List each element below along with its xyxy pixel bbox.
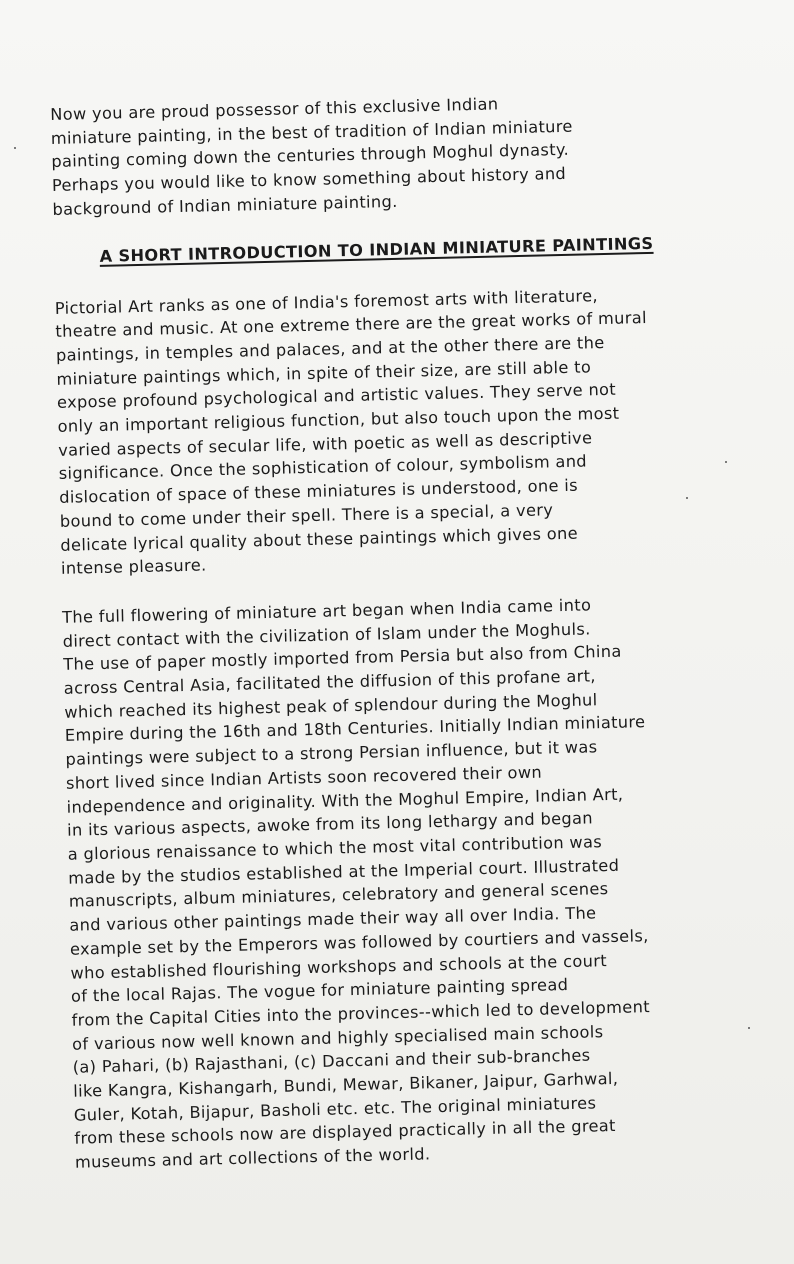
scan-speck — [14, 147, 16, 149]
document-body — [50, 86, 780, 1174]
section-heading: A SHORT INTRODUCTION TO INDIAN MINIATURE PAINTINGS — [99, 233, 654, 266]
paragraph-pictorial-art: Pictorial Art ranks as one of India's foremost arts with literature, theatre and music. At one extreme there are the great works of mural paintings, in temples and palaces, and at the other there are the miniature paintings which, in spite of their size, are still able to expose profound psychological and artistic values. They serve not only an important religious function, but also touch upon the most varied aspects of secular life, with poetic as well as descriptive significance. Once the sophistication of colour, symbolism and dislocation of space of these miniatures is understood, one is bound to come under their spell. There is a special, a very delicate lyrical quality about these paintings which gives one intense pleasure. — [54, 285, 648, 579]
paragraph-flowering: The full flowering of miniature art began when India came into direct contact with the civilization of Islam under the Moghuls. The use of paper mostly imported from Persia but also from China across Central Asia, facilitated the diffusion of this profane art, which reached its highest peak of splendour during the Moghul Empire during the 16th and 18th Centuries. Initially Indian miniature paintings were subject to a strong Persian influence, but it was short lived since Indian Artists soon recovered their own independence and originality. With the Moghul Empire, Indian Art, in its various aspects, awoke from its long lethargy and began a glorious renaissance to which the most vital contribution was made by the studios established at the Imperial court. Illustrated manuscripts, album miniatures, celebratory and general scenes and various other paintings made their way all over India. The example set by the Emperors was followed by courtiers and vassels, who established flourishing workshops and schools at the court of the local Rajas. The vogue for miniature painting spread from the Capital Cities into the provinces--which led to development of various now well known and highly specialised main schools (a) Pahari, (b) Rajasthani, (c) Daccani and their sub-branches like Kangra, Kishangarh, Bundi, Mewar, Bikaner, Jaipur, Garhwal, Guler, Kotah, Bijapur, Basholi etc. etc. The original miniatures from these schools now are displayed practically in all the great museums and art collections of the world. — [61, 595, 651, 1172]
scan-speck — [748, 1027, 750, 1029]
intro-paragraph: Now you are proud possessor of this exclusive Indian miniature painting, in the best of tradition of Indian miniature painting coming down the centuries through Moghul dynasty. Perhaps you would like to know something about history and background of Indian miniature painting. — [50, 94, 573, 219]
scan-speck — [725, 461, 727, 463]
scan-speck — [686, 497, 688, 499]
